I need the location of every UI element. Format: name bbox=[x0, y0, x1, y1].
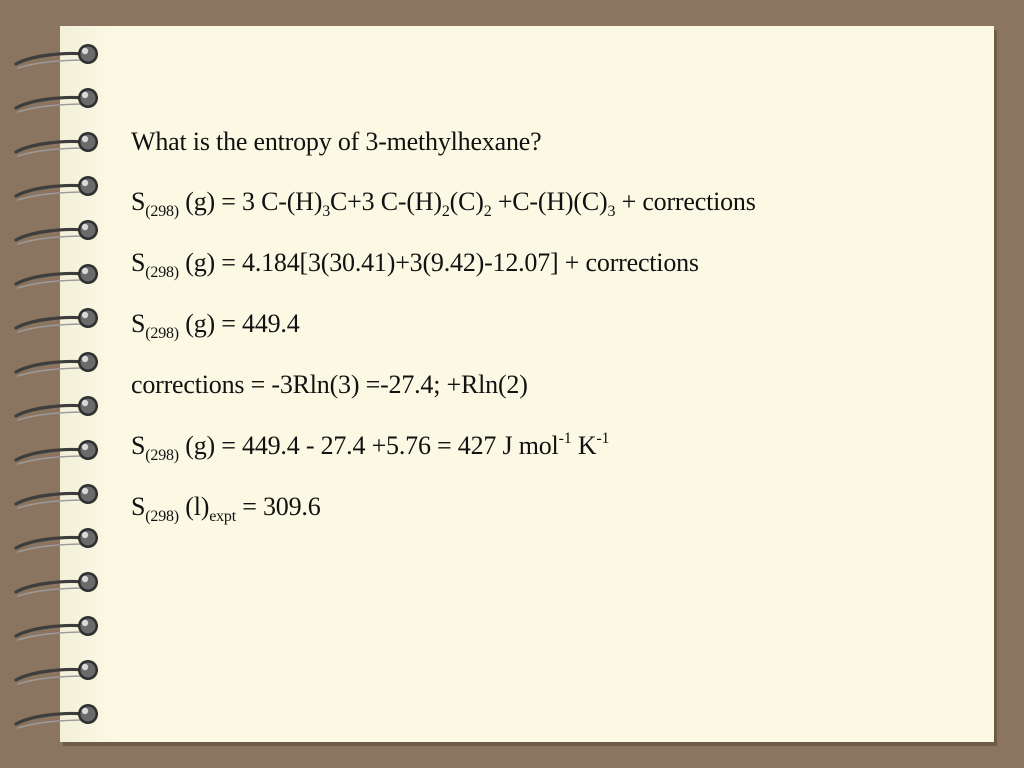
subscript: expt bbox=[209, 508, 236, 525]
spiral-ring-icon bbox=[10, 258, 110, 292]
text-run: (g) = 449.4 - 27.4 +5.76 = 427 J mol bbox=[178, 431, 559, 460]
spiral-ring-icon bbox=[10, 82, 110, 116]
subscript: 3 bbox=[322, 203, 331, 220]
text-run: S bbox=[131, 187, 146, 216]
subscript: (298) bbox=[145, 264, 179, 281]
line-question bbox=[131, 128, 991, 188]
subscript: (298) bbox=[145, 508, 179, 525]
line-group-additivity bbox=[131, 188, 991, 249]
text-run: (g) = 449.4 bbox=[178, 309, 300, 338]
superscript: -1 bbox=[558, 430, 572, 447]
spiral-binding bbox=[10, 38, 110, 728]
text-run: +C-(H)(C) bbox=[491, 187, 608, 216]
spiral-ring-icon bbox=[10, 126, 110, 160]
text-run: What is the entropy of 3-methylhexane? bbox=[131, 127, 542, 156]
spiral-ring-icon bbox=[10, 654, 110, 688]
spiral-ring-icon bbox=[10, 698, 110, 732]
text-run: (l) bbox=[178, 492, 210, 521]
spiral-ring-icon bbox=[10, 170, 110, 204]
spiral-ring-icon bbox=[10, 214, 110, 248]
text-run: corrections = -3Rln(3) =-27.4; +Rln(2) bbox=[131, 370, 528, 399]
text-run: S bbox=[131, 492, 146, 521]
subscript: (298) bbox=[145, 203, 179, 220]
text-run: (g) = 3 C-(H) bbox=[178, 187, 323, 216]
spiral-ring-icon bbox=[10, 346, 110, 380]
subscript: (298) bbox=[145, 447, 179, 464]
spiral-ring-icon bbox=[10, 390, 110, 424]
text-run: C+3 C-(H) bbox=[330, 187, 442, 216]
spiral-ring-icon bbox=[10, 610, 110, 644]
text-run: K bbox=[571, 431, 597, 460]
spiral-ring-icon bbox=[10, 566, 110, 600]
text-run: (g) = 4.184[3(30.41)+3(9.42)-12.07] + corrections bbox=[178, 248, 699, 277]
slide-body bbox=[131, 128, 991, 554]
spiral-ring-icon bbox=[10, 478, 110, 512]
subscript: 3 bbox=[607, 203, 616, 220]
text-run: S bbox=[131, 309, 146, 338]
line-corrected-result bbox=[131, 432, 991, 493]
text-run: S bbox=[131, 431, 146, 460]
spiral-ring-icon bbox=[10, 38, 110, 72]
spiral-ring-icon bbox=[10, 302, 110, 336]
line-experimental-value bbox=[131, 493, 991, 554]
subscript: (298) bbox=[145, 325, 179, 342]
line-uncorrected-result bbox=[131, 310, 991, 371]
subscript: 2 bbox=[483, 203, 492, 220]
subscript: 2 bbox=[441, 203, 450, 220]
line-corrections bbox=[131, 371, 991, 432]
superscript: -1 bbox=[596, 430, 610, 447]
text-run: + corrections bbox=[615, 187, 756, 216]
line-numeric-substitution bbox=[131, 249, 991, 310]
text-run: S bbox=[131, 248, 146, 277]
text-run: (C) bbox=[449, 187, 484, 216]
spiral-ring-icon bbox=[10, 522, 110, 556]
text-run: = 309.6 bbox=[235, 492, 321, 521]
spiral-ring-icon bbox=[10, 434, 110, 468]
